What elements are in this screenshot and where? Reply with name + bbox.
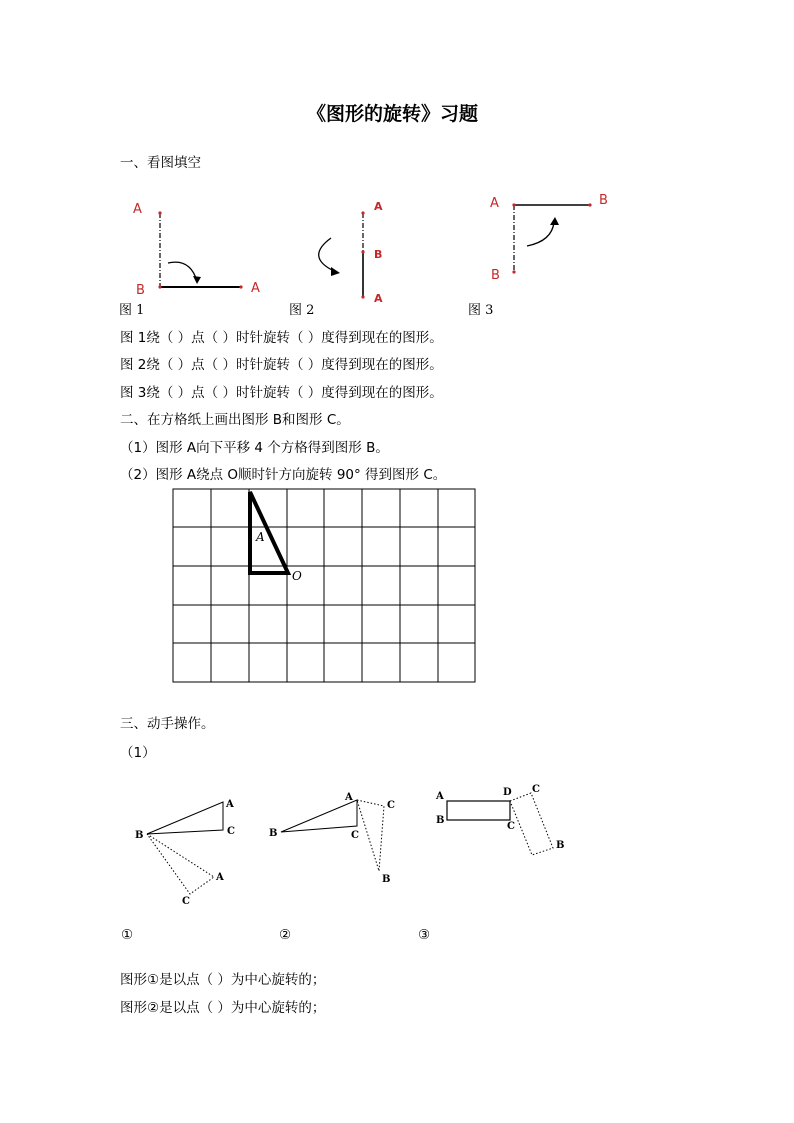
fig1-label-top: A (133, 202, 142, 217)
section2-heading: 二、在方格纸上画出图形 B和图形 C。 (120, 412, 350, 428)
shape1-label-a: A (226, 799, 234, 810)
figure-2-caption: 图 2 (289, 303, 315, 318)
circled-3: ③ (418, 927, 431, 943)
shape1-label-c: C (227, 826, 235, 837)
shape3-label-d: D (503, 787, 512, 798)
shape3-label-c: C (507, 821, 515, 832)
fig1-label-end: A (251, 281, 260, 296)
question-1: 图 1绕（ ）点（ ）时针旋转（ ）度得到现在的图形。 (120, 330, 443, 346)
shape3-label-c2: C (532, 784, 540, 795)
fig3-label-right: B (599, 193, 608, 208)
circled-1: ① (121, 927, 134, 943)
page-title: 《图形的旋转》习题 (307, 103, 479, 125)
fig2-label-middle: B (374, 248, 383, 261)
section3-heading: 三、动手操作。 (120, 716, 215, 732)
shape1-label-b: B (135, 830, 144, 841)
section3-sub: （1） (120, 745, 156, 761)
fig1-label-corner: B (136, 283, 145, 298)
question-2: 图 2绕（ ）点（ ）时针旋转（ ）度得到现在的图形。 (120, 357, 443, 373)
section2-item-1: （1）图形 A向下平移 4 个方格得到图形 B。 (120, 440, 389, 456)
shape3-label-b: B (436, 815, 445, 826)
section2-item-2: （2）图形 A绕点 O顺时针方向旋转 90° 得到图形 C。 (120, 467, 447, 483)
shape2-label-a: A (345, 792, 353, 803)
shape3-label-a: A (436, 791, 444, 802)
section3-question-1: 图形①是以点（ ）为中心旋转的； (120, 972, 326, 988)
section3-question-2: 图形②是以点（ ）为中心旋转的； (120, 1000, 326, 1016)
fig3-label-left: A (490, 196, 499, 211)
figure-1-caption: 图 1 (119, 303, 145, 318)
figure-3-caption: 图 3 (468, 303, 494, 318)
shape1-label-c2: C (182, 896, 190, 907)
shape1-label-a2: A (216, 872, 224, 883)
fig2-label-top: A (374, 200, 383, 213)
section1-heading: 一、看图填空 (120, 155, 201, 171)
shape2-label-b2: B (382, 874, 391, 885)
shape2-label-b: B (269, 828, 278, 839)
shape3-label-b2: B (556, 840, 565, 851)
triangle-a-label: A (256, 530, 265, 544)
circled-2: ② (279, 927, 292, 943)
fig2-label-bottom: A (374, 292, 383, 305)
shape2-label-c: C (351, 830, 359, 841)
fig3-label-bottom: B (491, 268, 500, 283)
point-o-label: O (292, 569, 302, 583)
shape2-label-c2: C (387, 800, 395, 811)
question-3: 图 3绕（ ）点（ ）时针旋转（ ）度得到现在的图形。 (120, 385, 443, 401)
